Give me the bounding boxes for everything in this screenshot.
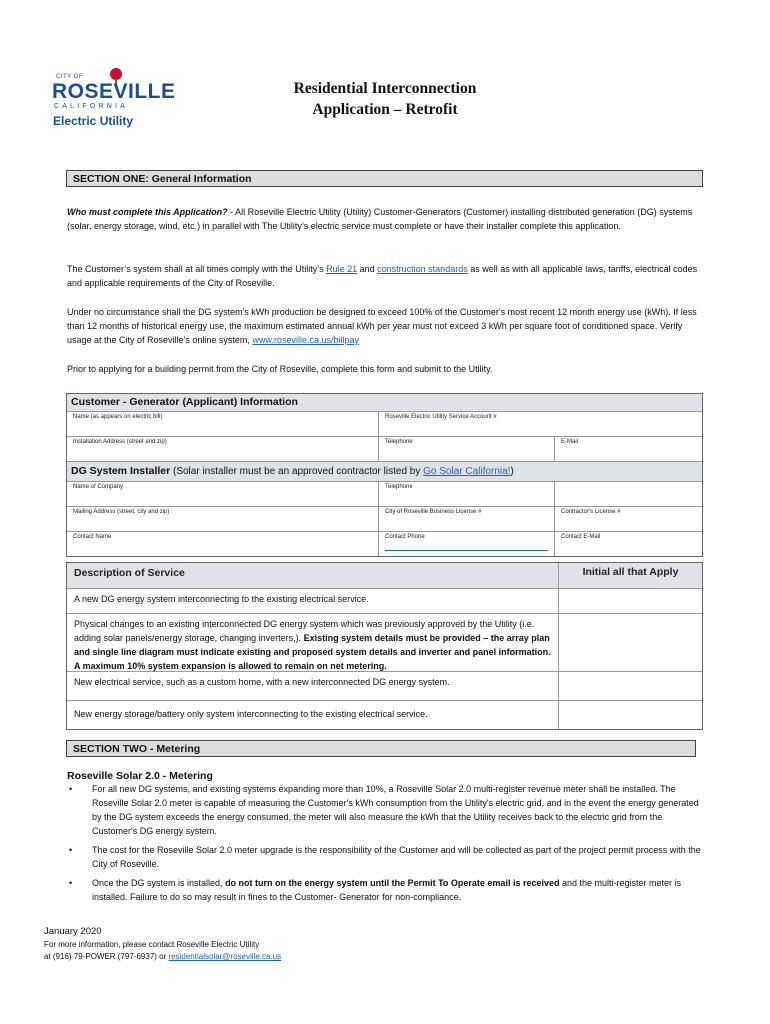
customer-name-field[interactable] <box>67 412 378 436</box>
initial-heading: Initial all that Apply <box>558 563 702 588</box>
footer-phone-line <box>44 951 281 964</box>
service-option-2-text: Physical changes to an existing interconnected DG energy system which was previously approved by the Utility (i.e. adding solar panels/energy storage, changing inverters,). <box>74 619 535 643</box>
billpay-link[interactable]: www.roseville.ca.us/billpay <box>252 335 359 345</box>
service-heading: Description of Service <box>74 567 185 579</box>
installer-heading <box>67 462 702 481</box>
go-solar-california-link[interactable]: Go Solar California! <box>423 466 511 477</box>
compliance-text-2: and <box>357 264 378 274</box>
contact-name-field[interactable] <box>67 532 378 556</box>
footer <box>44 926 281 964</box>
installer-note-close: ) <box>510 466 514 477</box>
metering-bullet-3 <box>67 876 707 904</box>
description-of-service-table <box>66 562 703 730</box>
customer-telephone-label: Telephone <box>385 439 413 445</box>
metering-subheading: Roseville Solar 2.0 - Metering <box>67 770 213 782</box>
logo-name: ROSEVILLE <box>52 80 176 103</box>
metering-bullet-1: • For all new DG systems, and existing systems expanding more than 10%, a Roseville Solar 2.0 multi-register revenue meter shall be installed. The Roseville Solar 2.0 meter is capable of measuring the Customer's kWh consumption from the Utility's electric grid, and in the event the energy generated by the DG system exceeds the energy consumed, the meter will also measure the kWh that the Utility receives back to the electric grid from the Customer's DG energy system. <box>67 782 707 838</box>
prior-to-applying-paragraph: Prior to applying for a building permit from the City of Roseville, complete this form and submit to the Utility. <box>67 364 493 374</box>
service-option-4: New energy storage/battery only system interconnecting to the existing electrical service. <box>74 709 428 719</box>
installer-telephone-field[interactable] <box>378 482 554 506</box>
footer-date: January 2020 <box>44 926 102 937</box>
contractor-license-field[interactable] <box>554 507 702 531</box>
service-option-3: New electrical service, such as a custom home, with a new interconnected DG energy system. <box>74 677 450 687</box>
footer-email-link[interactable]: residentialsolar@roseville.ca.us <box>168 952 282 961</box>
footer-contact: For more information, please contact Roseville Electric Utility <box>44 939 260 949</box>
metering-bullet-3-tail: and the multi-register meter is installed. Failure to do so may result in fines to the Customer- Generator for non-compliance. <box>92 878 682 902</box>
title-line-1: Residential Interconnection <box>293 80 477 97</box>
installer-blank-field[interactable] <box>554 482 702 506</box>
service-account-field[interactable] <box>378 412 702 436</box>
compliance-paragraph <box>67 262 705 290</box>
company-name-field[interactable] <box>67 482 378 506</box>
customer-name-label: Name (as appears on electric bill) <box>73 414 163 420</box>
compliance-text-1: The Customer’s system shall at all times comply with the Utility’s <box>67 264 327 274</box>
title-line-2: Application – Retrofit <box>312 101 458 118</box>
section-two-heading: SECTION TWO - Metering <box>66 740 696 757</box>
contact-phone-underline <box>385 550 548 551</box>
initial-field-1[interactable] <box>558 589 702 613</box>
metering-bullets <box>67 782 707 909</box>
contact-email-field[interactable] <box>554 532 702 556</box>
installer-note-text: (Solar installer must be an approved contractor listed by <box>170 466 424 477</box>
production-limit-text: Under no circumstance shall the DG system's kWh production be designed to exceed 100% of the Customer's most recent 12 month energy use (kWh). If less than 12 months of historical energy use, the maximum estimated annual kWh per year must not exceed 3 kWh per square foot of conditioned space. Verify usage at the City of Roseville’s online system, <box>67 307 697 345</box>
installer-telephone-label: Telephone <box>385 484 413 490</box>
metering-bullet-3-bold: do not turn on the energy system until the Permit To Operate email is received <box>225 878 560 888</box>
customer-email-field[interactable] <box>554 437 702 461</box>
logo-city-of: CITY OF <box>56 74 84 80</box>
installation-address-field[interactable] <box>67 437 378 461</box>
compliance-text-3: as well as with all applicable laws, tariffs, electrical codes and applicable requirements of the City of Roseville. <box>67 264 698 288</box>
section-one-heading: SECTION ONE: General Information <box>66 170 703 187</box>
contact-name-label: Contact Name <box>73 534 112 540</box>
contact-email-label: Contact E-Mail <box>561 534 601 540</box>
service-account-label: Roseville Electric Utility Service Account # <box>385 414 497 420</box>
business-license-field[interactable] <box>378 507 554 531</box>
metering-bullet-3-text: Once the DG system is installed, <box>92 878 226 888</box>
business-license-label: City of Roseville Business License # <box>385 509 482 515</box>
production-limit-paragraph <box>67 305 705 347</box>
customer-email-label: E-Mail <box>561 439 579 445</box>
contact-phone-field[interactable] <box>378 532 554 556</box>
document-title <box>230 78 540 120</box>
metering-bullet-2: • The cost for the Roseville Solar 2.0 meter upgrade is the responsibility of the Customer and will be collected as part of the project permit process with the City of Roseville. <box>67 843 707 871</box>
who-must-complete-lead: Who must complete this Application? <box>67 207 228 217</box>
who-must-complete-text: - All Roseville Electric Utility (Utility) Customer-Generators (Customer) installing distributed generation (DG) systems (solar, energy storage, wind, etc.) in parallel with The Utility’s electric service must complete or have their installer complete this application. <box>67 207 693 231</box>
customer-heading: Customer - Generator (Applicant) Information <box>67 394 702 411</box>
initial-field-4[interactable] <box>558 701 702 729</box>
service-option-1: A new DG energy system interconnecting to the existing electrical service. <box>74 594 369 604</box>
who-must-complete-paragraph <box>67 205 705 233</box>
rule-21-link[interactable]: Rule 21 <box>326 264 358 274</box>
logo-state: CALIFORNIA <box>54 103 129 110</box>
mailing-address-label: Mailing Address (street, city and zip) <box>73 509 170 515</box>
contractor-license-label: Contractor's License # <box>561 509 621 515</box>
company-name-label: Name of Company <box>73 484 124 490</box>
construction-standards-link[interactable]: construction standards <box>377 264 468 274</box>
installation-address-label: Installation Address (street and zip) <box>73 439 167 445</box>
installer-heading-text: DG System Installer <box>71 465 171 477</box>
initial-field-3[interactable] <box>558 672 702 700</box>
logo-utility: Electric Utility <box>53 114 134 128</box>
contact-phone-label: Contact Phone <box>385 534 425 540</box>
service-option-2 <box>67 614 558 671</box>
footer-phone: at (916) 79-POWER (797-6937) or <box>44 952 169 961</box>
mailing-address-field[interactable] <box>67 507 378 531</box>
initial-field-2[interactable] <box>558 614 702 671</box>
service-option-2-bold: Existing system details must be provided – the array plan and single line diagram must indicate existing and proposed system details and inverter and panel information. A maximum 10% system expansion is allowed to remain on net metering. <box>74 633 551 671</box>
applicant-info-table <box>66 393 703 557</box>
customer-telephone-field[interactable] <box>378 437 554 461</box>
roseville-logo <box>52 68 176 132</box>
